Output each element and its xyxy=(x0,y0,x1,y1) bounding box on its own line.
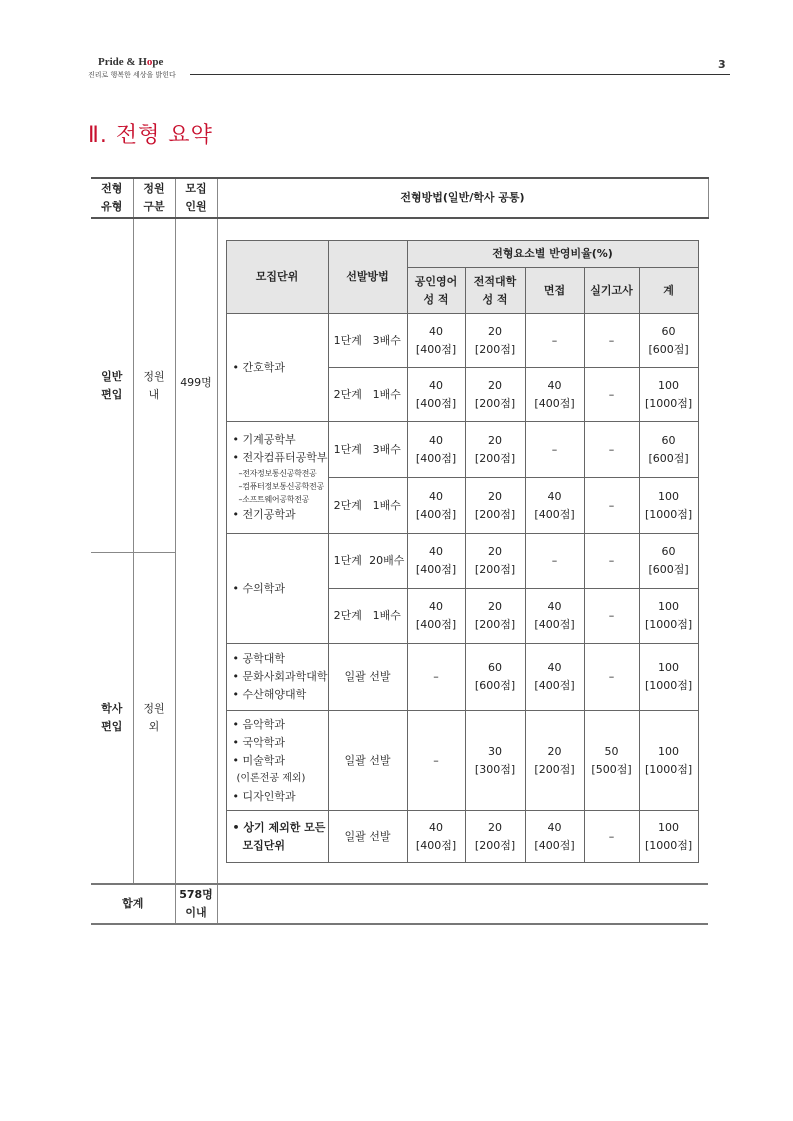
practical-value: – xyxy=(608,387,615,401)
unit-eng-subitem: –전자정보통신공학전공 xyxy=(238,469,317,478)
method-value: 일괄 선발 xyxy=(328,711,407,811)
table-row xyxy=(226,811,698,863)
unit-header-text: 모집단위 xyxy=(255,270,299,283)
method-value: 일괄 선발 xyxy=(328,811,407,863)
practical-value: – xyxy=(608,498,615,512)
total-count xyxy=(175,884,217,924)
prev-cell xyxy=(465,478,525,534)
interview-value: 40 [400점] xyxy=(534,600,575,631)
english-cell xyxy=(407,534,465,589)
sum-value: 100 [1000점] xyxy=(644,489,693,521)
step-cell: 2단계 xyxy=(328,478,367,534)
total-count-text: 578명 이내 xyxy=(179,888,213,919)
english-value: 40 [400점] xyxy=(415,378,457,410)
sum-cell xyxy=(639,368,698,422)
unit-header xyxy=(226,241,328,314)
practical-cell xyxy=(584,314,639,368)
sum-cell xyxy=(639,644,698,711)
interview-cell xyxy=(525,422,584,478)
section-title: Ⅱ. 전형 요약 xyxy=(88,123,213,148)
method-header-text: 전형방법(일반/학사 공통) xyxy=(400,191,525,204)
sum-value: 100 [1000점] xyxy=(644,378,693,410)
practical-cell xyxy=(584,478,639,534)
sum-cell xyxy=(639,811,698,863)
step-cell: 2단계 xyxy=(328,589,367,644)
group-count-text: 499명 xyxy=(180,376,212,389)
english-value: – xyxy=(433,753,439,767)
prev-value: 20 [200점] xyxy=(474,545,516,576)
logo-text-end: pe xyxy=(152,56,164,68)
sum-cell xyxy=(639,314,698,368)
sum-cell xyxy=(639,711,698,811)
total-row xyxy=(91,884,708,924)
sum-value: 60 [600점] xyxy=(648,545,689,576)
unit-rest-line: 모집단위 xyxy=(242,838,286,852)
step-cell: 1단계 xyxy=(328,314,367,368)
total-label xyxy=(91,884,175,924)
english-cell xyxy=(407,711,465,811)
unit-engineering xyxy=(226,422,328,534)
english-cell xyxy=(407,589,465,644)
english-value: – xyxy=(433,670,439,683)
unit-art-note: (이론전공 제외) xyxy=(236,772,306,784)
practical-value: – xyxy=(608,333,615,347)
unit-eng-subitem: –소프트웨어공학전공 xyxy=(238,495,310,504)
practical-value: – xyxy=(608,670,615,683)
header-rule xyxy=(190,74,730,75)
unit-eng-item: • 전기공학과 xyxy=(232,508,296,521)
prev-value: 20 [200점] xyxy=(474,324,516,356)
interview-cell xyxy=(525,478,584,534)
practical-cell xyxy=(584,368,639,422)
group-type-text: 학사 편입 xyxy=(101,702,123,733)
unit-colleges xyxy=(226,644,328,711)
logo xyxy=(98,56,163,68)
sum-value: 60 [600점] xyxy=(648,324,689,356)
sum-cell xyxy=(639,534,698,589)
practical-cell xyxy=(584,589,639,644)
outer-header-row xyxy=(91,178,708,218)
english-cell xyxy=(407,644,465,711)
prev-header xyxy=(465,268,525,314)
unit-college-item: • 문화사회과학대학 xyxy=(232,670,328,683)
english-value: 40 [400점] xyxy=(415,820,457,852)
interview-value: 40 [400점] xyxy=(534,661,575,692)
unit-college-item: • 공학대학 xyxy=(232,652,285,665)
sum-cell xyxy=(639,422,698,478)
english-header-text: 공인영어 성 적 xyxy=(414,274,458,306)
step-cell: 2단계 xyxy=(328,368,367,422)
prev-cell xyxy=(465,422,525,478)
prev-value: 20 [200점] xyxy=(474,378,516,410)
type-header-text: 전형 유형 xyxy=(101,182,123,213)
unit-nursing xyxy=(226,314,328,422)
sum-value: 100 [1000점] xyxy=(644,820,693,852)
method-cell xyxy=(217,218,708,884)
prev-value: 20 [200점] xyxy=(474,820,516,852)
english-value: 40 [400점] xyxy=(415,433,457,465)
col-header-count xyxy=(175,178,217,218)
multiple-cell: 20배수 xyxy=(367,534,407,589)
sum-header xyxy=(639,268,698,314)
step-cell: 1단계 xyxy=(328,534,367,589)
unit-rest xyxy=(226,811,328,863)
unit-rest-line: • 상기 제외한 모든 xyxy=(232,820,326,834)
unit-vet-text: • 수의학과 xyxy=(232,581,285,595)
interview-value: 20 [200점] xyxy=(534,744,575,776)
unit-nursing-text: • 간호학과 xyxy=(232,360,285,374)
multiple-cell: 1배수 xyxy=(367,589,407,644)
unit-art-item: • 국악학과 xyxy=(232,735,285,749)
multiple-cell: 3배수 xyxy=(367,422,407,478)
practical-cell xyxy=(584,811,639,863)
interview-value: 40 [400점] xyxy=(534,820,575,852)
prev-cell xyxy=(465,644,525,711)
sum-header-text: 계 xyxy=(663,283,674,297)
multiple-cell: 3배수 xyxy=(367,314,407,368)
english-cell xyxy=(407,368,465,422)
interview-cell xyxy=(525,314,584,368)
interview-header xyxy=(525,268,584,314)
english-cell xyxy=(407,478,465,534)
interview-value: – xyxy=(551,554,558,567)
total-empty xyxy=(217,884,708,924)
unit-arts xyxy=(226,711,328,811)
ratio-header xyxy=(407,241,698,268)
unit-art-item: • 미술학과 xyxy=(232,753,285,767)
summary-table xyxy=(91,177,709,925)
english-value: 40 [400점] xyxy=(415,324,457,356)
group-quota xyxy=(133,553,175,885)
group-quota-text: 정원 내 xyxy=(143,369,165,401)
inner-header-row-1 xyxy=(226,241,698,268)
col-header-quota xyxy=(133,178,175,218)
interview-cell xyxy=(525,644,584,711)
unit-eng-subitem: –컴퓨터정보통신공학전공 xyxy=(238,482,324,491)
practical-value: – xyxy=(608,554,615,567)
interview-header-text: 면접 xyxy=(543,283,566,297)
table-row xyxy=(226,534,698,589)
prev-cell xyxy=(465,534,525,589)
interview-cell xyxy=(525,711,584,811)
practical-header xyxy=(584,268,639,314)
practical-cell xyxy=(584,644,639,711)
english-value: 40 [400점] xyxy=(415,489,457,521)
table-row xyxy=(226,644,698,711)
unit-art-item: • 음악학과 xyxy=(232,717,285,731)
select-method-header xyxy=(328,241,407,314)
practical-value: 50 [500점] xyxy=(591,744,632,776)
prev-cell xyxy=(465,811,525,863)
total-label-text: 합계 xyxy=(122,897,144,910)
logo-o: o xyxy=(146,56,153,68)
prev-cell xyxy=(465,589,525,644)
page-number: 3 xyxy=(718,58,726,71)
practical-header-text: 실기고사 xyxy=(590,283,633,297)
prev-value: 60 [600점] xyxy=(474,661,516,692)
prev-cell xyxy=(465,314,525,368)
group-row-general xyxy=(91,218,708,553)
interview-value: 40 [400점] xyxy=(534,489,575,521)
prev-cell xyxy=(465,711,525,811)
prev-value: 20 [200점] xyxy=(474,600,516,631)
logo-text: Pride & H xyxy=(98,56,147,68)
group-type xyxy=(91,553,133,885)
english-value: 40 [400점] xyxy=(415,545,457,576)
unit-college-item: • 수산해양대학 xyxy=(232,688,307,701)
sum-value: 100 [1000점] xyxy=(644,744,693,776)
unit-eng-item: • 기계공학부 xyxy=(232,433,296,446)
sum-cell xyxy=(639,478,698,534)
method-table xyxy=(226,240,699,863)
multiple-cell: 1배수 xyxy=(367,478,407,534)
practical-value: – xyxy=(608,442,615,456)
ratio-header-text: 전형요소별 반영비율(%) xyxy=(492,247,613,260)
quota-header-text: 정원 구분 xyxy=(143,182,165,213)
count-header-text: 모집 인원 xyxy=(185,182,207,213)
english-cell xyxy=(407,314,465,368)
interview-cell xyxy=(525,589,584,644)
english-cell xyxy=(407,422,465,478)
table-row xyxy=(226,314,698,368)
sum-value: 60 [600점] xyxy=(648,433,689,465)
step-cell: 1단계 xyxy=(328,422,367,478)
table-row xyxy=(226,711,698,811)
sum-value: 100 [1000점] xyxy=(644,600,693,631)
prev-value: 30 [300점] xyxy=(474,744,516,776)
col-header-method xyxy=(217,178,708,218)
sum-value: 100 [1000점] xyxy=(644,661,693,692)
unit-vet xyxy=(226,534,328,644)
interview-cell xyxy=(525,534,584,589)
practical-cell xyxy=(584,422,639,478)
practical-value: – xyxy=(608,609,615,622)
group-type-text: 일반 편입 xyxy=(101,369,123,401)
prev-header-text: 전적대학 성 적 xyxy=(473,274,517,306)
practical-value: – xyxy=(608,829,615,843)
interview-cell xyxy=(525,811,584,863)
prev-value: 20 [200점] xyxy=(474,489,516,521)
unit-art-item: • 디자인학과 xyxy=(232,789,296,803)
interview-value: 40 [400점] xyxy=(534,378,575,410)
interview-value: – xyxy=(551,442,558,456)
prev-cell xyxy=(465,368,525,422)
table-row xyxy=(226,422,698,478)
multiple-cell: 1배수 xyxy=(367,368,407,422)
group-type xyxy=(91,218,133,553)
slogan: 진리로 행복한 세상을 밝힌다 xyxy=(88,71,176,79)
group-count xyxy=(175,218,217,884)
interview-value: – xyxy=(551,333,558,347)
english-value: 40 [400점] xyxy=(415,600,457,631)
unit-eng-item: • 전자컴퓨터공학부 xyxy=(232,451,328,464)
practical-cell xyxy=(584,534,639,589)
sum-cell xyxy=(639,589,698,644)
practical-cell xyxy=(584,711,639,811)
english-header xyxy=(407,268,465,314)
col-header-type xyxy=(91,178,133,218)
interview-cell xyxy=(525,368,584,422)
group-quota-text: 정원 외 xyxy=(143,702,165,733)
english-cell xyxy=(407,811,465,863)
method-value: 일괄 선발 xyxy=(328,644,407,711)
group-quota xyxy=(133,218,175,553)
prev-value: 20 [200점] xyxy=(474,433,516,465)
select-method-header-text: 선발방법 xyxy=(346,270,389,283)
